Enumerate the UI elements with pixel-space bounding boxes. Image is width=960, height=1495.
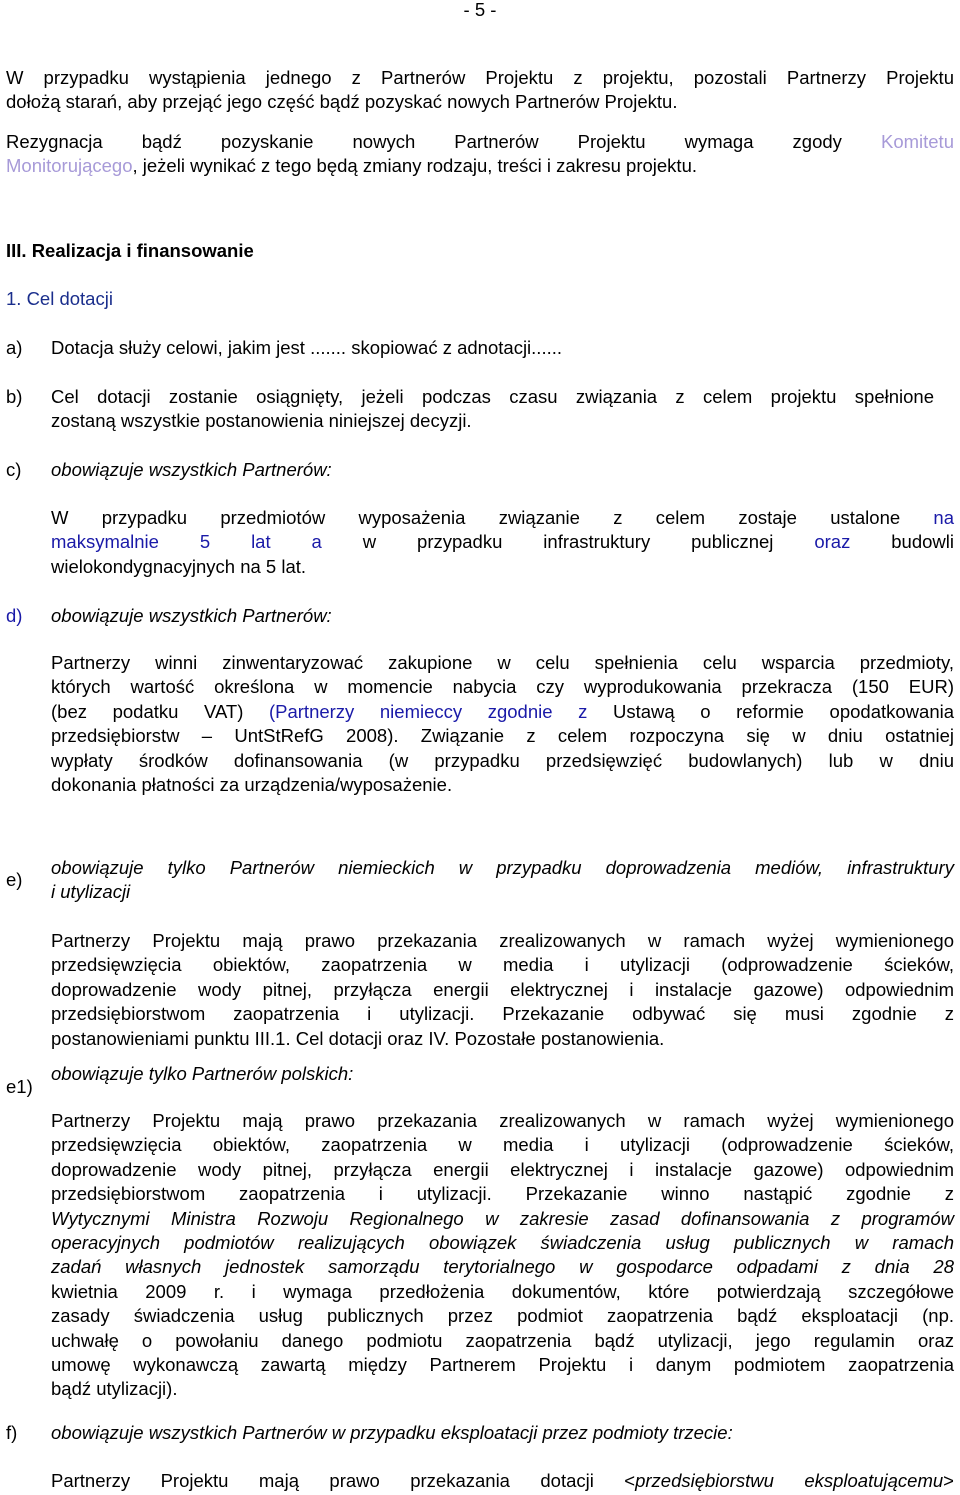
item-e-heading [51,856,954,905]
text-line: Monitorującego, jeżeli wynikać z tego będą zmiany rodzaju, treści i zakresu projektu. [6,155,698,177]
text-line: Partnerzy Projektu mają prawo przekazania zrealizowanych w ramach wyżej wymienionego [51,930,954,951]
text-line: maksymalnie 5 lat a w przypadku infrastruktury publicznej oraz budowli [51,531,955,553]
text-line: i utylizacji [51,881,131,903]
text-line: Cel dotacji zostanie osiągnięty, jeżeli podczas czasu związania z celem projektu spełnione [51,386,934,407]
text-line: (bez podatku VAT) (Partnerzy niemieccy zgodnie z Ustawą o reformie opodatkowania [51,700,955,722]
item-a-text: Dotacja służy celowi, jakim jest ....... skopiować z adnotacji...... [51,337,562,358]
text-line: doprowadzenie wody pitnej, przyłącza energii elektrycznej i instalacje gazowe) odpowiednim [51,1158,954,1180]
item-e1-text [51,1109,954,1402]
text-line: przedsiębiorstw – UntStRefG 2008). Związanie z celem rozpoczyna się w dniu ostatniej [51,725,954,747]
text-line: przedsiębiorstwom zaopatrzenia i utylizacji. Przekazanie winno nastąpić zgodnie z [51,1183,954,1205]
text-line: zasady świadczenia usług publicznych przez podmiot zaopatrzenia bądź eksploatacji (np. [51,1305,954,1327]
intro-paragraph [6,66,954,115]
text-line: przedsięwzięcia obiektów, zaopatrzenia w media i utylizacji (odprowadzenie ścieków, [51,954,954,976]
text-line: W przypadku przedmiotów wyposażenia związanie z celem zostaje ustalone na [51,507,954,528]
highlight-text: Komitetu [880,131,954,152]
subheading: 1. Cel dotacji [6,288,113,309]
text-line: bądź utylizacji). [51,1378,178,1400]
text-line: Partnerzy winni zinwentaryzować zakupione w celu spełnienia celu wsparcia przedmioty, [51,652,954,673]
text-line: obowiązuje tylko Partnerów niemieckich w przypadku doprowadzenia mediów, infrastruktury [51,857,954,878]
item-f-heading: obowiązuje wszystkich Partnerów w przypadku eksploatacji przez podmioty trzecie: [51,1422,733,1443]
item-marker: e) [6,869,23,890]
section-heading: III. Realizacja i finansowanie [6,240,254,261]
text-line: W przypadku wystąpienia jednego z Partnerów Projektu z projektu, pozostali Partnerzy Projektu [6,67,954,88]
text-line: wypłaty środków dofinansowania (w przypadku przedsięwzięć budowlanych) lub w dniu [51,749,954,771]
item-c-heading: obowiązuje wszystkich Partnerów: [51,459,332,480]
item-c-text [51,506,954,579]
item-b-text [51,385,934,434]
item-e1-heading: obowiązuje tylko Partnerów polskich: [51,1063,354,1084]
text-line: umowę wykonawczą zawartą między Partnerem Projektu i danym podmiotem zaopatrzenia [51,1354,954,1376]
text-line: Partnerzy Projektu mają prawo przekazania zrealizowanych w ramach wyżej wymienionego [51,1110,954,1131]
text-line: przedsięwzięcia obiektów, zaopatrzenia w media i utylizacji (odprowadzenie ścieków, [51,1134,954,1156]
item-d-heading: obowiązuje wszystkich Partnerów: [51,605,332,626]
text-line: zadań własnych jednostek samorządu terytorialnego w gospodarce odpadami z dnia 28 [51,1256,954,1278]
text-line: wielokondygnacyjnych na 5 lat. [51,555,307,577]
text-line: uchwałę o powołaniu danego podmiotu zaopatrzenia bądź utylizacji, jego regulamin oraz [51,1329,954,1351]
text-line: których wartość określona w momencie nabycia czy wyprodukowania przekracza (150 EUR) [51,676,954,698]
resignation-paragraph [6,130,954,179]
item-d-text [51,651,954,797]
text-line: przedsiębiorstwom zaopatrzenia i utylizacji. Przekazanie odbywać się musi zgodnie z [51,1003,954,1025]
text-line: zostaną wszystkie postanowienia niniejszej decyzji. [51,410,472,432]
item-f-text [51,1469,954,1493]
item-marker: b) [6,386,23,407]
item-marker: f) [6,1422,18,1443]
text-line: dokonania płatności za urządzenia/wyposażenie. [51,774,453,796]
item-e-text [51,929,954,1051]
item-marker: c) [6,459,22,480]
item-marker: a) [6,337,23,358]
text-line: kwietnia 2009 r. i wymaga przedłożenia dokumentów, które potwierdzają szczegółowe [51,1280,954,1302]
text-line: operacyjnych podmiotów realizujących obowiązek świadczenia usług publicznych w ramach [51,1232,954,1254]
text-line: doprowadzenie wody pitnej, przyłącza energii elektrycznej i instalacje gazowe) odpowiednim [51,978,954,1000]
item-marker: d) [6,605,23,626]
item-marker: e1) [6,1076,33,1097]
text-line: Rezygnacja bądź pozyskanie nowych Partnerów Projektu wymaga zgody Komitetu [6,131,954,152]
text-line: dołożą starań, aby przejąć jego część bądź pozyskać nowych Partnerów Projektu. [6,91,678,113]
text-line: postanowieniami punktu III.1. Cel dotacji oraz IV. Pozostałe postanowienia. [51,1027,665,1049]
highlight-text: Monitorującego [6,155,133,177]
page-number: - 5 - [463,0,497,20]
text-line: Partnerzy Projektu mają prawo przekazania dotacji <przedsiębiorstwu eksploatującemu> [51,1470,954,1491]
text-line: Wytycznymi Ministra Rozwoju Regionalnego w zakresie zasad dofinansowania z programów [51,1207,954,1229]
